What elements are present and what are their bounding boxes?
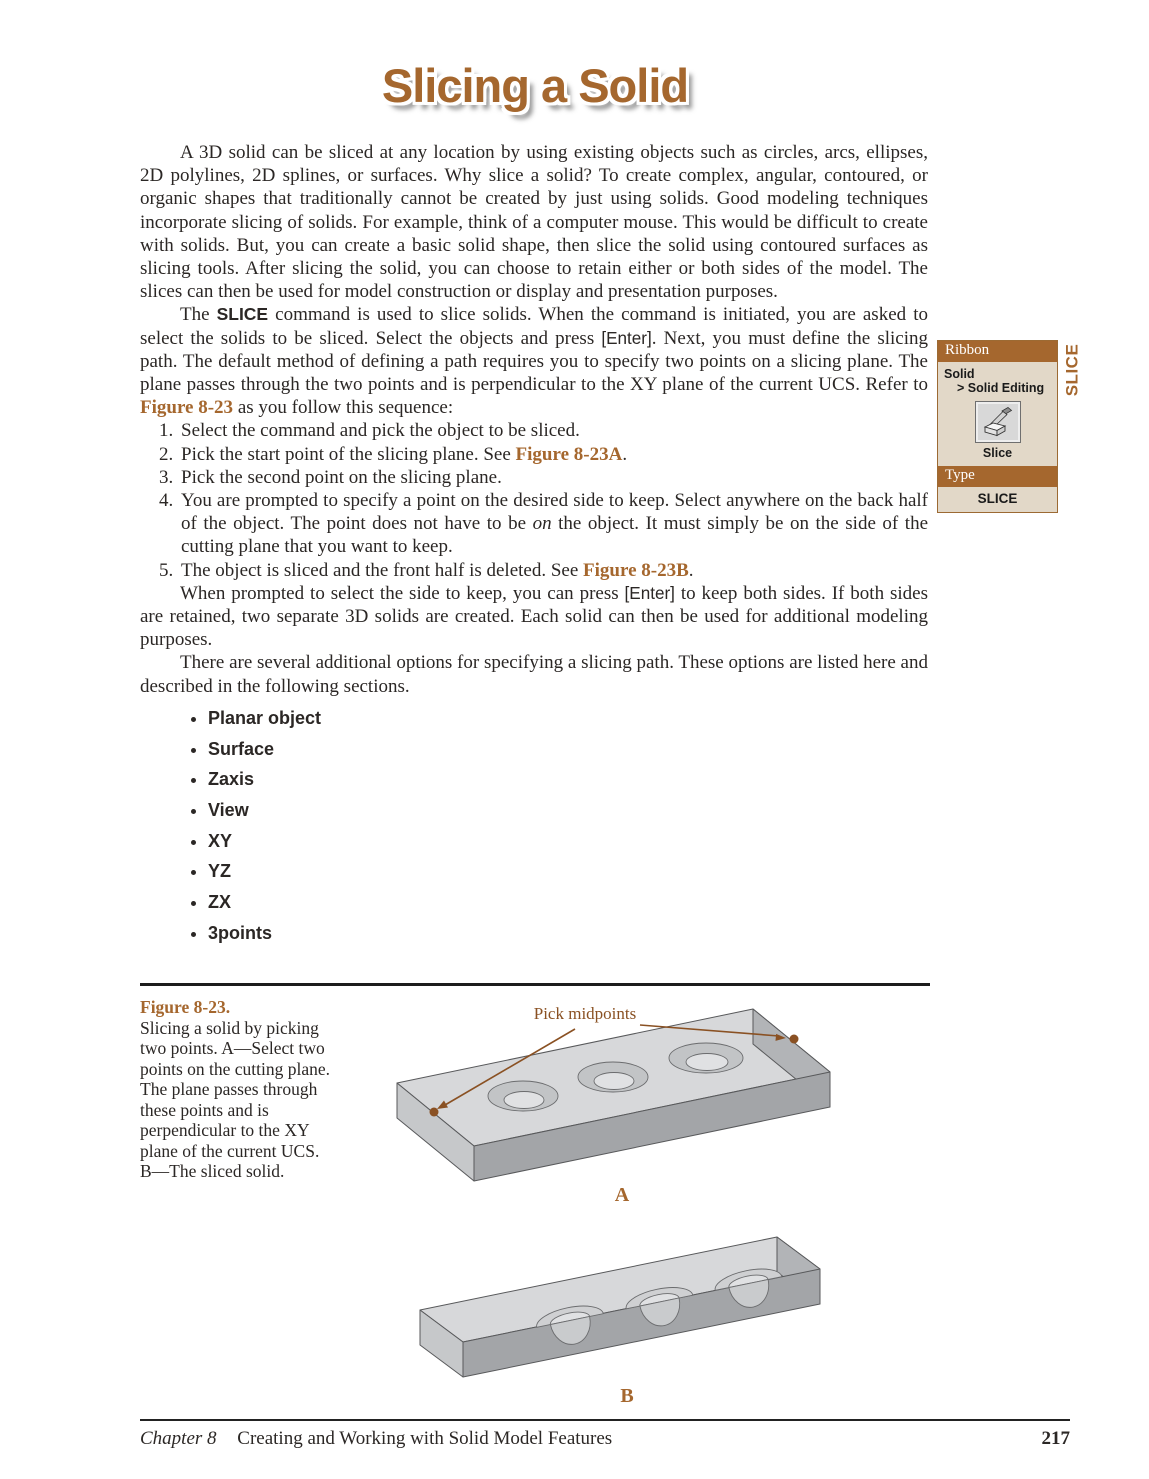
numbered-steps (140, 419, 928, 581)
paragraph-keep-both-sides: When prompted to select the side to keep, you can press [Enter] to keep both sides. If both sides are retained, two separate 3D solids are created. Each solid can then be used for additional modeling purposes. (140, 582, 929, 651)
paragraph-intro: A 3D solid can be sliced at any location by using existing objects such as circles, arcs, ellipses, 2D polylines, 2D splines, or surfaces. Why slice a solid? To create complex, angular, contoured, or organic shapes that traditionally cannot be created by just using solids. Good modeling techniques incorporate slicing of solids. For example, think of a computer mouse. This would be difficult to create with solids. But, you can create a basic solid shape, then slice the solid using contoured surfaces as slicing tools. After slicing the solid, you can choose to retain either or both sides of the model. The slices can then be used for model construction or display and presentation purposes. (140, 142, 928, 303)
ribbon-tab-name: Solid (944, 367, 975, 381)
main-text-column (140, 141, 928, 953)
margin-command-tab-label: SLICE (1062, 343, 1081, 397)
slice-options-list (140, 707, 928, 945)
option-yz: • YZ (208, 860, 928, 883)
slice-tool-label: Slice (982, 446, 1013, 460)
option-3points: • 3points (208, 922, 928, 945)
step-5: 5. The object is sliced and the front half is deleted. See Figure 8-23B. (178, 559, 928, 582)
option-xy: • XY (208, 830, 928, 853)
slice-knife-icon (981, 407, 1015, 437)
page-title: Slicing a Solid (381, 59, 689, 112)
footer-left (140, 1428, 612, 1450)
figure-divider-rule (140, 983, 930, 986)
figure-caption-text: Slicing a solid by picking two points. A—Select two points on the cutting plane. The plane passes through these points and is perpendicular to the XY plane of the current UCS. B—The sliced solid. (140, 1017, 331, 1181)
figure-a-label: A (614, 1184, 630, 1206)
page-number: 217 (1041, 1428, 1070, 1449)
paragraph-slice-command: The SLICE command is used to slice solids. When the command is initiated, you are asked to select the solids to be sliced. Select the objects and press [Enter]. Next, you must define the slicing path. The default method of defining a path requires you to specify two points on a slicing plane. The plane passes through the two points and is perpendicular to the XY plane of the current UCS. Refer to Figure 8-23 as you follow this sequence: (140, 304, 928, 419)
figure-a-solid-before-slice (385, 995, 935, 1210)
step-3: 3. Pick the second point on the slicing plane. (178, 466, 928, 489)
slice-tool-button (975, 401, 1021, 443)
option-zaxis: • Zaxis (208, 768, 928, 791)
figure-b-label: B (620, 1385, 634, 1407)
pick-point-right (790, 1035, 799, 1044)
paragraph-options-intro: There are several additional options for specifying a slicing path. These options are listed here and described in the following sections. (140, 652, 928, 697)
figure-annotation-text: Pick midpoints (533, 1004, 637, 1023)
figure-number: Figure 8-23. (140, 997, 231, 1017)
option-planar-object: • Planar object (208, 707, 928, 730)
option-surface: • Surface (208, 738, 928, 761)
figure-b-sliced-solid (390, 1222, 935, 1407)
chapter-number: Chapter 8 (140, 1428, 217, 1449)
command-reference-panel (937, 340, 1058, 513)
type-section-header: Type (938, 466, 1057, 487)
step-1: 1. Select the command and pick the object to be sliced. (178, 419, 928, 442)
margin-command-tab (1056, 332, 1088, 408)
figure-caption (140, 997, 332, 1182)
ribbon-section-header: Ribbon (938, 341, 1057, 362)
page-footer (140, 1419, 1070, 1450)
ribbon-panel-name: > Solid Editing (957, 381, 1045, 395)
ribbon-section-body (938, 362, 1057, 466)
pick-point-left (430, 1108, 439, 1117)
chapter-title: Creating and Working with Solid Model Features (237, 1428, 613, 1449)
step-4: 4. You are prompted to specify a point on the desired side to keep. Select anywhere on the back half of the object. The point does not have to be on the object. It must simply be on the side of the cutting plane that you want to keep. (178, 489, 928, 559)
option-zx: • ZX (208, 891, 928, 914)
option-view: • View (208, 799, 928, 822)
typed-command-value: SLICE (977, 491, 1018, 506)
step-2: 2. Pick the start point of the slicing plane. See Figure 8-23A. (178, 443, 928, 466)
